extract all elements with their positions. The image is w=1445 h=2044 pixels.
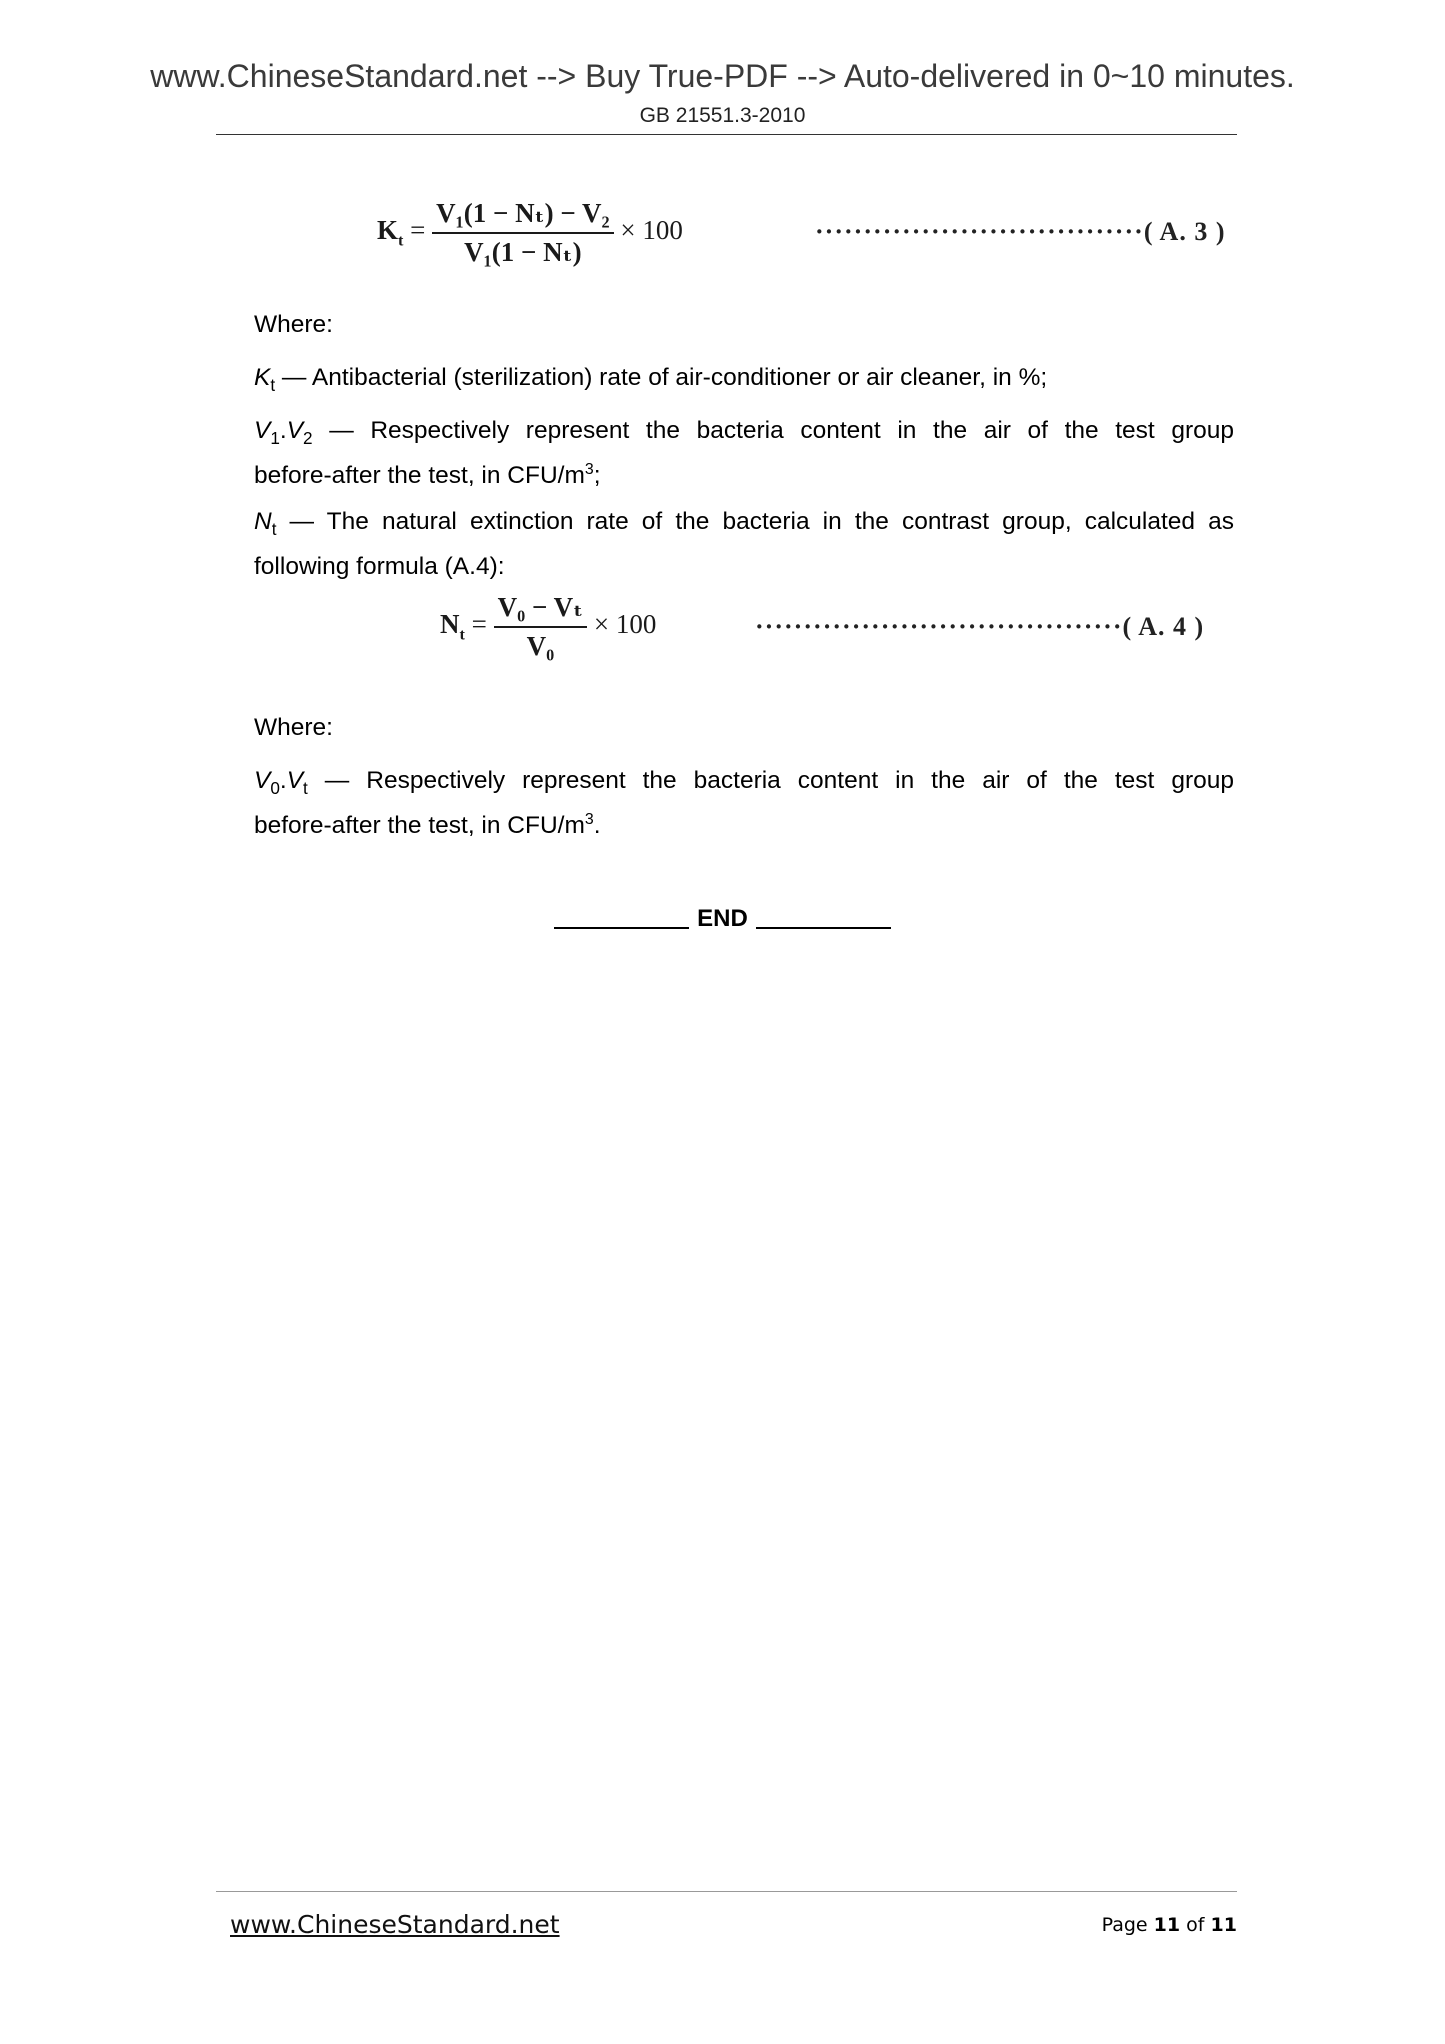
formula-a4-label: ( A. 4 ) [1122, 612, 1205, 641]
page-number: Page 11 of 11 [1101, 1914, 1237, 1936]
formula-a3-numerator: V₁(1 − Nₜ) − V₂ [432, 198, 613, 234]
header-divider [216, 134, 1237, 135]
formula-a4-lhs: $N_t$ [440, 609, 465, 644]
definition-v0-vt-line1: $V_0.V_t$ — Respectively represent the bacteria content in the air of the test group [254, 767, 1234, 798]
formula-a3-label: ( A. 3 ) [1143, 217, 1226, 246]
symbol-nt: $N_t$ [254, 508, 277, 539]
formula-a3-denominator: V₁(1 − Nₜ) [464, 237, 582, 267]
formula-a4-leaders: ······································ [755, 612, 1123, 641]
formula-a4-multiplier: × 100 [593, 609, 657, 640]
definition-v1-v2 [254, 412, 1234, 495]
promo-banner: www.ChineseStandard.net --> Buy True-PDF --> Auto-delivered in 0~10 minutes. [150, 58, 1295, 94]
footer-divider [216, 1891, 1237, 1892]
definition-v1-v2-line2: before-after the test, in CFU/$m^3$; [254, 460, 601, 489]
definition-nt [254, 503, 1234, 586]
definition-kt: $K_t$ — Antibacterial (sterilization) rate of air-conditioner or air cleaner, in %; [254, 364, 1048, 395]
where-label-2: Where: [254, 714, 333, 741]
formula-a3: $K_t$ = $\frac{\text{V₁(1 − Nₜ) − V₂}}{\text{V₁(1 − Nₜ)}}$ × 100 [377, 198, 683, 267]
footer-site-link[interactable]: www.ChineseStandard.net [230, 1910, 560, 1939]
standard-code: GB 21551.3-2010 [639, 104, 806, 127]
end-rule-left [554, 927, 689, 929]
formula-a4-fraction [494, 592, 588, 662]
definition-nt-line1: $N_t$ — The natural extinction rate of the bacteria in the contrast group, calculated as [254, 508, 1234, 539]
formula-a3-lhs: $K_t$ [377, 215, 404, 250]
symbol-kt: $K_t$ [254, 364, 276, 395]
formula-a4-numerator: V₀ − Vₜ [494, 592, 588, 628]
formula-a3-reference [815, 217, 1225, 247]
symbol-v1: $V_1$ [254, 417, 280, 448]
end-marker: END [0, 905, 1445, 933]
end-rule-right [756, 927, 891, 929]
formula-a3-fraction [432, 198, 613, 268]
definition-nt-line2: following formula (A.4): [254, 552, 505, 580]
definition-v0-vt-line2: before-after the test, in CFU/$m^3$. [254, 810, 601, 839]
symbol-v2: $V_2$ [286, 417, 313, 448]
symbol-v0: $V_0$ [254, 767, 280, 798]
definition-v0-vt [254, 762, 1234, 845]
symbol-vt: $V_t$ [286, 767, 308, 798]
formula-a3-leaders: ·································· [815, 217, 1144, 246]
formula-a3-multiplier: × 100 [620, 215, 683, 246]
where-label-1: Where: [254, 311, 333, 338]
formula-a4-reference [755, 612, 1204, 642]
definition-v1-v2-line1: $V_1.V_2$ — Respectively represent the bacteria content in the air of the test group [254, 417, 1234, 448]
formula-a4-denominator: V₀ [526, 631, 555, 661]
formula-a4: $N_t$ = $\frac{\text{V₀ − Vₜ}}{\text{V₀}}$ × 100 [440, 592, 657, 661]
